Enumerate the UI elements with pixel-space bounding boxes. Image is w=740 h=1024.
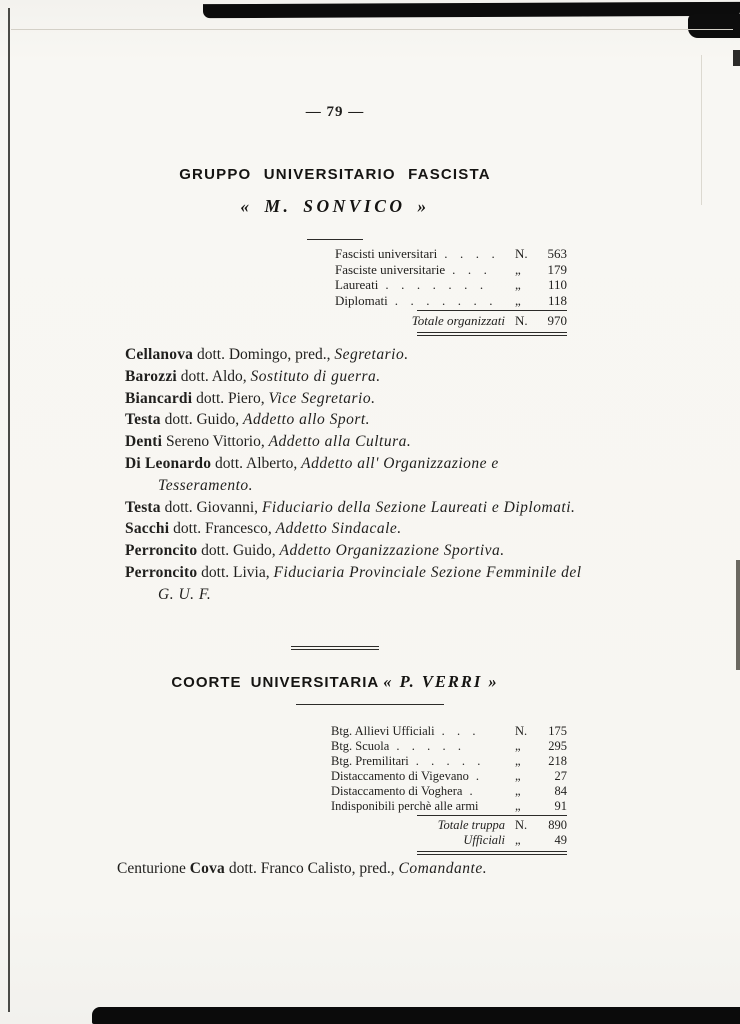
stats-label: Distaccamento di Vigevano [331,768,469,783]
stats-value: 179 [547,261,567,277]
scan-artifact-top-bar [203,2,740,18]
stats-value: 175 [548,724,567,738]
stats-label: Btg. Scuola [331,738,390,753]
stats-row [335,262,567,278]
stats-unit: „ [515,738,521,753]
stats-unit: N. [515,724,528,738]
stats-total-row [331,818,567,833]
commander-detail: dott. Franco Calisto, pred., [225,860,399,877]
dot-leader: . . . [452,261,489,277]
stats-unit: N. [515,246,528,261]
section2-title-text: COORTE UNIVERSITARIA [171,674,380,691]
member-entry [125,344,595,366]
stats-label: Fasciste universitarie [335,261,446,277]
member-role: Fiduciaria Provinciale Sezione Femminile del G. U. F. [158,563,582,603]
member-name: Perroncito [125,542,198,560]
stats-value: 91 [554,798,567,813]
dot-leader: . [475,768,481,783]
member-name: Di Leonardo [125,454,212,472]
member-name: Cellanova [125,346,194,363]
member-role: Addetto Organizzazione Sportiva. [279,542,505,560]
scan-artifact-left-edge-line [8,8,10,1012]
member-role: Addetto all' Organizzazione e Tesseramento. [158,454,499,494]
scan-artifact-top-border-line [11,29,733,30]
section-divider-rule [291,646,379,650]
commander-line [117,860,637,878]
stats-unit: „ [515,292,521,308]
member-role: Segretario. [334,346,409,363]
stats-row [331,784,567,799]
dot-leader: . . . . . [415,753,483,768]
stats-total-row [335,313,567,329]
dot-leader: . [469,783,475,798]
stats-row [331,754,567,769]
total-unit: N. [515,313,528,329]
member-detail: dott. Alberto, [211,454,302,472]
member-detail: dott. Livia, [197,563,274,581]
stats-row [335,277,567,293]
stats-unit: „ [515,798,521,813]
stats-value: 27 [554,768,567,783]
commander-rank: Centurione [117,860,190,877]
member-entry [125,453,595,497]
member-entry [125,540,595,562]
stats-label: Btg. Allievi Ufficiali [331,724,435,738]
stats-label: Indisponibili perchè alle armi [331,798,479,813]
member-detail: dott. Guido, [197,542,280,560]
stats-unit: „ [515,753,521,768]
stats-value: 218 [548,753,567,768]
section2-title-name: « P. VERRI » [383,672,499,691]
section1-subtitle-rule [307,239,363,240]
stats-total-rule [417,815,567,816]
stats-double-rule [417,332,567,336]
stats-label: Diplomati [335,292,388,308]
stats-row [335,293,567,309]
stats-value: 110 [547,277,567,293]
section2-title-rule [296,704,444,705]
dot-leader: . . . . . . . [394,292,495,308]
member-role: Vice Segretario. [268,389,376,407]
member-name: Testa [125,411,161,429]
member-detail: Sereno Vittorio, [162,433,269,451]
total-value: 890 [548,818,567,833]
total-value: 49 [554,833,567,848]
member-name: Biancardi [125,389,193,407]
member-detail: dott. Piero, [192,389,269,407]
stats-row [331,739,567,754]
member-entry [125,388,595,410]
stats-value: 84 [554,783,567,798]
member-name: Perroncito [125,563,198,581]
member-detail: dott. Domingo, pred., [193,346,335,363]
stats-label: Distaccamento di Voghera [331,783,463,798]
member-entry [125,431,595,453]
stats-label: Btg. Premilitari [331,753,409,768]
member-role: Fiduciario della Sezione Laureati e Diplomati. [261,498,576,516]
commander-name: Cova [189,860,225,877]
stats-unit: „ [515,768,521,783]
member-name: Testa [125,498,161,516]
member-role: Sostituto di guerra. [250,367,381,385]
member-role: Addetto alla Cultura. [268,433,412,451]
total-label: Totale organizzati [411,313,505,329]
member-name: Barozzi [125,367,177,385]
section1-title: GRUPPO UNIVERSITARIO FASCISTA [179,166,491,183]
section1-subtitle: « M. SONVICO » [240,196,430,216]
scan-artifact-right-mark [733,50,740,66]
stats-row [331,769,567,784]
dot-leader: . . . . . [396,738,463,753]
dot-leader: . . . . . . . [385,277,486,293]
stats-total-rule [417,310,567,311]
stats-value: 295 [548,738,567,753]
scan-artifact-right-streak [736,560,740,670]
member-role: Addetto allo Sport. [243,411,371,429]
section2-title [105,672,565,692]
stats-unit: „ [515,783,521,798]
member-entry [125,366,595,388]
stats-unit: „ [515,261,521,277]
total-label: Totale truppa [437,818,505,833]
stats-unit: „ [515,277,521,293]
scan-artifact-bottom-bar [92,1007,740,1024]
total-label: Ufficiali [463,833,505,848]
stats-label: Fascisti universitari [335,246,438,261]
dot-leader: . . . . [444,246,497,261]
stats-value: 563 [547,246,567,261]
section1-stats-table [335,246,567,336]
stats-label: Laureati [335,277,379,293]
dot-leader: . . . [441,724,478,738]
member-name: Denti [125,433,163,451]
member-detail: dott. Aldo, [176,367,251,385]
total-value: 970 [547,313,567,329]
stats-double-rule [417,851,567,855]
section2-stats-table [331,724,567,855]
stats-value: 118 [547,292,567,308]
page-number: — 79 — [305,104,365,120]
stats-row [331,724,567,739]
member-detail: dott. Guido, [160,411,243,429]
total-unit: N. [515,818,528,833]
stats-row [335,246,567,262]
scan-artifact-fold-line [701,55,702,205]
member-detail: dott. Giovanni, [160,498,262,516]
member-entry [125,497,595,519]
total-unit: „ [515,833,521,848]
member-role: Addetto Sindacale. [275,520,402,538]
commander-role: Comandante. [398,860,488,877]
member-name: Sacchi [125,520,170,538]
members-list [125,344,595,606]
member-entry [125,562,595,606]
stats-row [331,799,567,814]
scan-artifact-top-right-blob [688,14,740,38]
stats-total-row [331,833,567,848]
member-entry [125,409,595,431]
member-detail: dott. Francesco, [169,520,276,538]
member-entry [125,518,595,540]
